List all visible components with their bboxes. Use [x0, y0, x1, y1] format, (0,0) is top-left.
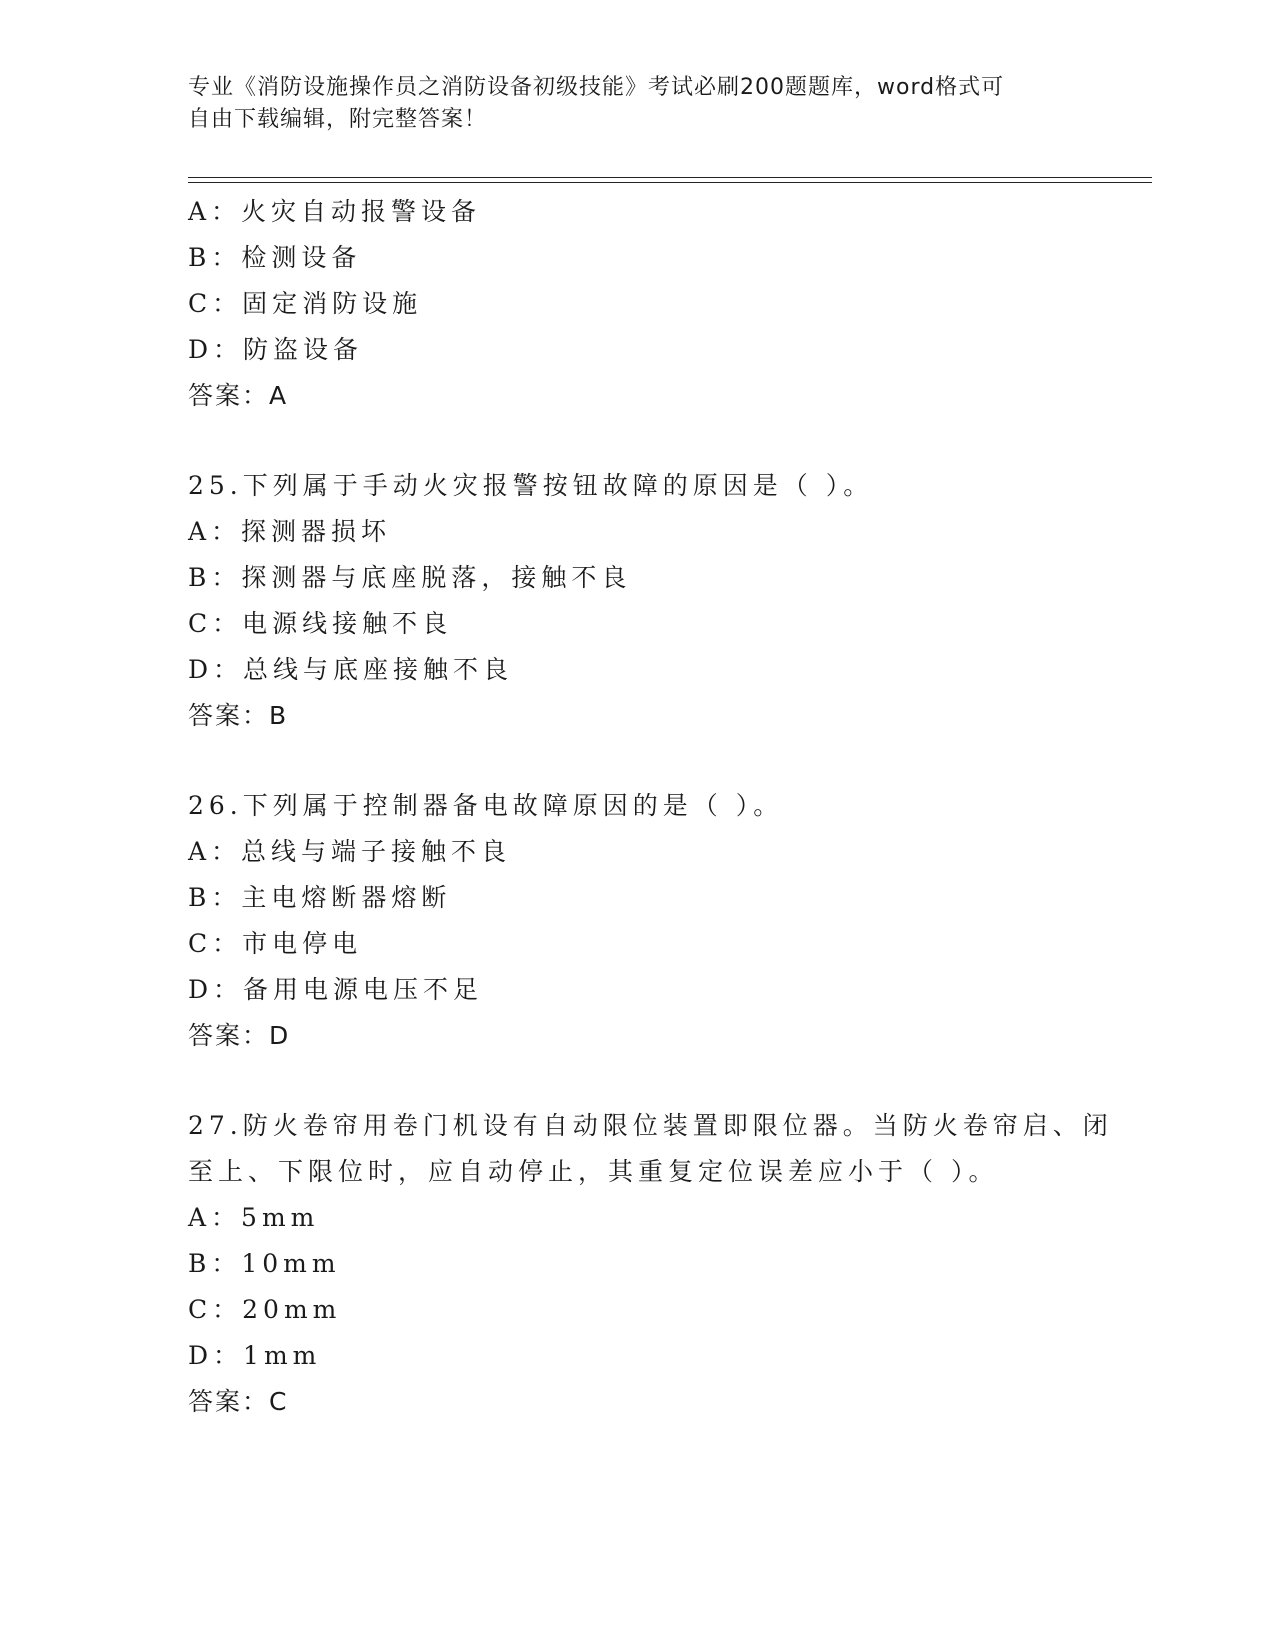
document-header	[188, 72, 1068, 136]
question-25	[188, 463, 1148, 739]
option-b: B：10mm	[188, 1249, 341, 1278]
option-b: B：检测设备	[188, 243, 362, 272]
option-c: C：市电停电	[188, 929, 363, 958]
option-c: C：电源线接触不良	[188, 609, 453, 638]
header-line-1: 专业《消防设施操作员之消防设备初级技能》考试必刷200题题库，word格式可	[188, 75, 1005, 100]
option-b: B：主电熔断器熔断	[188, 883, 452, 912]
question-stem: 26.下列属于控制器备电故障原因的是（ ）。	[188, 791, 784, 820]
answer: 答案：C	[188, 1387, 289, 1416]
option-d: D：备用电源电压不足	[188, 975, 484, 1004]
option-d: D：1mm	[188, 1341, 322, 1370]
option-a: A：5mm	[188, 1203, 320, 1232]
option-d: D：总线与底座接触不良	[188, 655, 514, 684]
answer: 答案：A	[188, 381, 289, 410]
question-27	[188, 1103, 1148, 1425]
option-a: A：探测器损坏	[188, 517, 392, 546]
option-c: C：20mm	[188, 1295, 342, 1324]
answer: 答案：D	[188, 1021, 291, 1050]
header-divider-bottom	[188, 182, 1152, 183]
answer: 答案：B	[188, 701, 289, 730]
question-list	[188, 189, 1148, 1425]
header-line-2: 自由下载编辑，附完整答案！	[188, 107, 488, 132]
option-a: A：总线与端子接触不良	[188, 837, 512, 866]
question-26	[188, 783, 1148, 1059]
header-divider-top	[188, 177, 1152, 178]
option-d: D：防盗设备	[188, 335, 364, 364]
option-c: C：固定消防设施	[188, 289, 423, 318]
option-a: A：火灾自动报警设备	[188, 197, 482, 226]
question-24-tail	[188, 189, 1148, 419]
question-stem: 25.下列属于手动火灾报警按钮故障的原因是（ ）。	[188, 471, 874, 500]
question-stem-line-2: 至上、下限位时，应自动停止，其重复定位误差应小于（ ）。	[188, 1157, 999, 1186]
question-stem-line-1: 27.防火卷帘用卷门机设有自动限位装置即限位器。当防火卷帘启、闭	[188, 1111, 1113, 1140]
option-b: B：探测器与底座脱落，接触不良	[188, 563, 632, 592]
